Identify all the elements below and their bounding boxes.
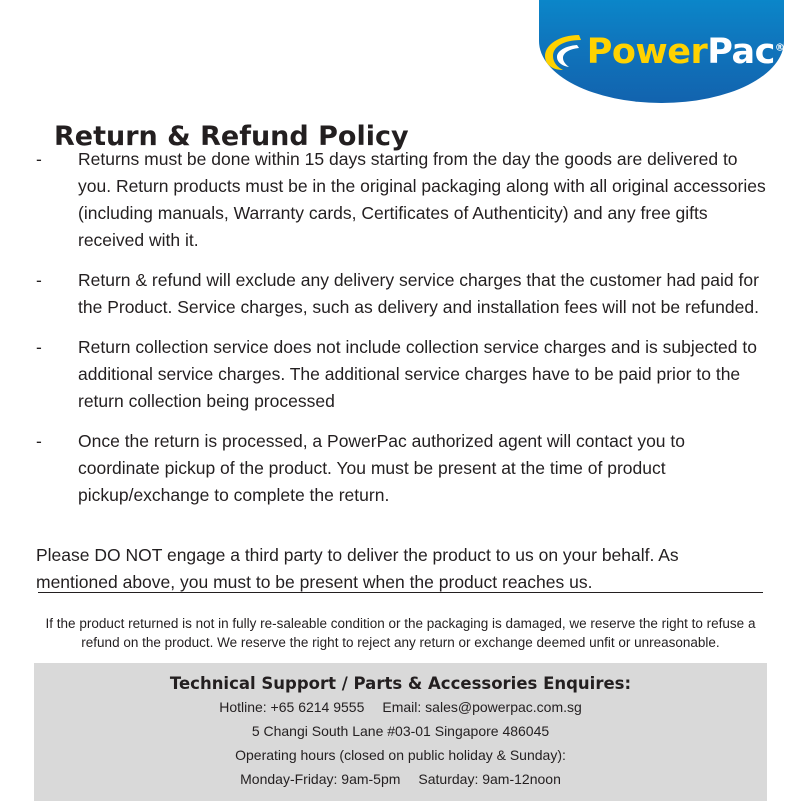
logo-wordmark-power: Power: [586, 31, 708, 72]
footer-title: Technical Support / Parts & Accessories Enquires:: [169, 674, 632, 693]
page-title: Return & Refund Policy: [54, 121, 409, 153]
swoosh-icon: [539, 29, 585, 75]
logo-wordmark-pac: Pac: [707, 31, 775, 72]
footer-hours-line: [34, 770, 767, 789]
hotline-text: Hotline: +65 6214 9555: [219, 699, 365, 715]
closing-paragraph: Please DO NOT engage a third party to deliver the product to us on your behalf. As mentioned above, you must to be present when the product reaches us.: [36, 544, 679, 592]
bullet-text: Once the return is processed, a PowerPac authorized agent will contact you to coordinate pickup of the product. You must be present at the time of product pickup/exchange to complete the return.: [78, 431, 685, 505]
powerpac-logo: [539, 0, 784, 103]
list-item: [36, 334, 766, 415]
registered-mark: ®: [774, 41, 785, 53]
list-item: [36, 267, 766, 321]
bullet-text: Returns must be done within 15 days starting from the day the goods are delivered to you. Return products must be in the original packaging along with all original accessories (including manuals, Warranty cards, Certificates of Authenticity) and any free gifts received with it.: [78, 149, 766, 250]
bullet-marker: -: [36, 431, 42, 451]
footer-address: 5 Changi South Lane #03-01 Singapore 486045: [251, 723, 550, 739]
policy-bullet-list: [36, 146, 766, 522]
email-text: Email: sales@powerpac.com.sg: [382, 699, 582, 715]
fineprint-text: If the product returned is not in fully re-saleable condition or the packaging is damaged, we reserve the right to refuse a refund on the product. We reserve the right to reject any return or exchange deemed unfit or unreasonable.: [45, 615, 756, 650]
bullet-text: Return collection service does not include collection service charges and is subjected to additional service charges. The additional service charges have to be paid prior to the return collection being processed: [78, 337, 757, 411]
hours-weekday: Monday-Friday: 9am-5pm: [240, 771, 401, 787]
bullet-text: Return & refund will exclude any delivery service charges that the customer had paid for the Product. Service charges, such as delivery and installation fees will not be refunded.: [78, 270, 759, 317]
bullet-marker: -: [36, 149, 42, 169]
hours-saturday: Saturday: 9am-12noon: [418, 771, 561, 787]
list-item: [36, 428, 766, 509]
footer-hotline-email-line: [34, 698, 767, 717]
list-item: [36, 146, 766, 254]
logo-content: [539, 22, 784, 82]
bullet-marker: -: [36, 337, 42, 357]
footer-hours-label: Operating hours (closed on public holiday & Sunday):: [235, 747, 566, 763]
footer-contact-block: [34, 663, 767, 801]
bullet-marker: -: [36, 270, 42, 290]
logo-wordmark: [586, 31, 785, 72]
horizontal-divider: [38, 592, 763, 593]
